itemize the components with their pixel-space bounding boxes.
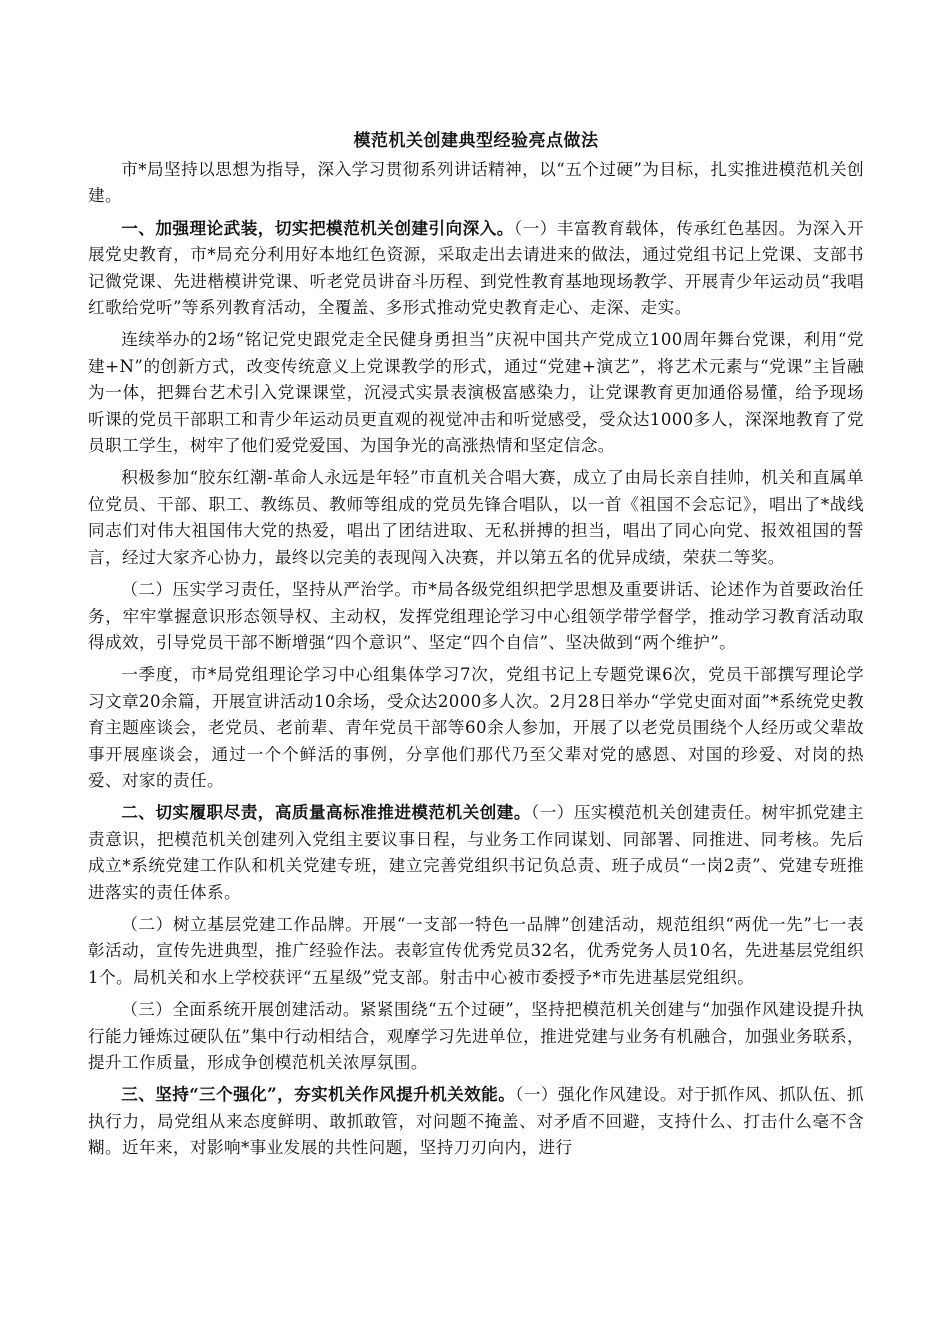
paragraph: [88, 911, 864, 991]
section-heading-1: 一、加强理论武装，切实把模范机关创建引向深入。: [121, 217, 514, 238]
paragraph-text: 市*局坚持以思想为指导，深入学习贯彻系列讲话精神，以“五个过硬”为目标，扎实推进模范机关创建。: [88, 160, 864, 206]
paragraph: [88, 326, 864, 459]
paragraph-text: （一）压实模范机关创建责任。树牢抓党建主责意识，把模范机关创建列入党组主要议事日程，与业务工作同谋划、同部署、同推进、同考核。先后成立*系统党建工作队和机关党建专班，建立完善党组织书记负总责、班子成员“一岗2责”、党建专班推进落实的责任体系。: [88, 803, 864, 902]
paragraph-section-2: [88, 799, 864, 906]
document-title: 模范机关创建典型经验亮点做法: [353, 131, 599, 151]
paragraph-intro: [88, 156, 864, 210]
paragraph-text: （二）树立基层党建工作品牌。开展“一支部一特色一品牌”创建活动，规范组织“两优一先”七一表彰活动，宣传先进典型，推广经验作法。表彰宣传优秀党员32名，优秀党务人员10名，先进基层党组织1个。局机关和水上学校获评“五星级”党支部。射击中心被市委授予*市先进基层党组织。: [88, 914, 864, 987]
paragraph-text: 积极参加“胶东红潮-革命人永远是年轻”市直机关合唱大赛，成立了由局长亲自挂帅，机关和直属单位党员、干部、职工、教练员、教师等组成的党员先锋合唱队，以一首《祖国不会忘记》，唱出了*战线同志们对伟大祖国伟大党的热爱，唱出了团结进取、无私拼搏的担当，唱出了同心向党、报效祖国的誓言，经过大家齐心协力，最终以完美的表现闯入决赛，并以第五名的优异成绩，荣获二等奖。: [88, 468, 864, 567]
paragraph-text: （三）全面系统开展创建活动。紧紧围绕“五个过硬”，坚持把模范机关创建与“加强作风建设提升执行能力锤炼过硬队伍”集中行动相结合，观摩学习先进单位，推进党建与业务有机融合，加强业务联系，提升工作质量，形成争创模范机关浓厚氛围。: [88, 1000, 864, 1072]
paragraph: [88, 576, 864, 656]
paragraph-text: （二）压实学习责任，坚持从严治学。市*局各级党组织把学思想及重要讲话、论述作为首要政治任务，牢牢掌握意识形态领导权、主动权，发挥党组理论学习中心组领学带学督学，推动学习教育活动取得成效，引导党员干部不断增强“四个意识”、坚定“四个自信”、坚决做到“两个维护”。: [88, 580, 864, 652]
paragraph-text: （一）强化作风建设。对于抓作风、抓队伍、抓执行力，局党组从来态度鲜明、敢抓敢管，对问题不掩盖、对矛盾不回避，支持什么、打击什么毫不含糊。近年来，对影响*事业发展的共性问题，坚持刀刃向内，进行: [88, 1085, 864, 1158]
paragraph-text: 一季度，市*局党组理论学习中心组集体学习7次，党组书记上专题党课6次，党员干部撰写理论学习文章20余篇，开展宣讲活动10余场，受众达2000多人次。2月28日举办“学党史面对面”*系统党史教育主题座谈会，老党员、老前辈、青年党员干部等60余人参加，开展了以老党员围绕个人经历或父辈故事开展座谈会，通过一个个鲜活的事例，分享他们那代乃至父辈对党的感恩、对国的珍爱、对岗的热爱、对家的责任。: [88, 665, 864, 790]
paragraph-section-3: [88, 1081, 864, 1161]
paragraph-text: （一）丰富教育载体，传承红色基因。为深入开展党史教育，市*局充分利用好本地红色资源，采取走出去请进来的做法，通过党组书记上党课、支部书记微党课、先进楷模讲党课、听老党员讲奋斗历程、到党性教育基地现场教学、开展青少年运动员“我唱红歌给党听”等系列教育活动，全覆盖、多形式推动党史教育走心、走深、走实。: [88, 218, 864, 318]
section-heading-2: 二、切实履职尽责，高质量高标准推进模范机关创建。: [121, 802, 531, 823]
paragraph: [88, 996, 864, 1076]
paragraph-text: 连续举办的2场“铭记党史跟党走全民健身勇担当”庆祝中国共产党成立100周年舞台党课，利用“党建+N”的创新方式，改变传统意义上党课教学的形式，通过“党建+演艺”，将艺术元素与“党课”主旨融为一体，把舞台艺术引入党课课堂，沉浸式实景表演极富感染力，让党课教育更加通俗易懂，给予现场听课的党员干部职工和青少年运动员更直观的视觉冲击和听觉感受，受众达1000多人，深深地教育了党员职工学生，树牢了他们爱党爱国、为国争光的高涨热情和坚定信念。: [88, 330, 864, 456]
document-body: [88, 128, 864, 1167]
paragraph-section-1: [88, 215, 864, 322]
paragraph: [88, 464, 864, 571]
section-heading-3: 三、坚持“三个强化”，夯实机关作风提升机关效能。: [121, 1084, 516, 1105]
paragraph: [88, 661, 864, 794]
